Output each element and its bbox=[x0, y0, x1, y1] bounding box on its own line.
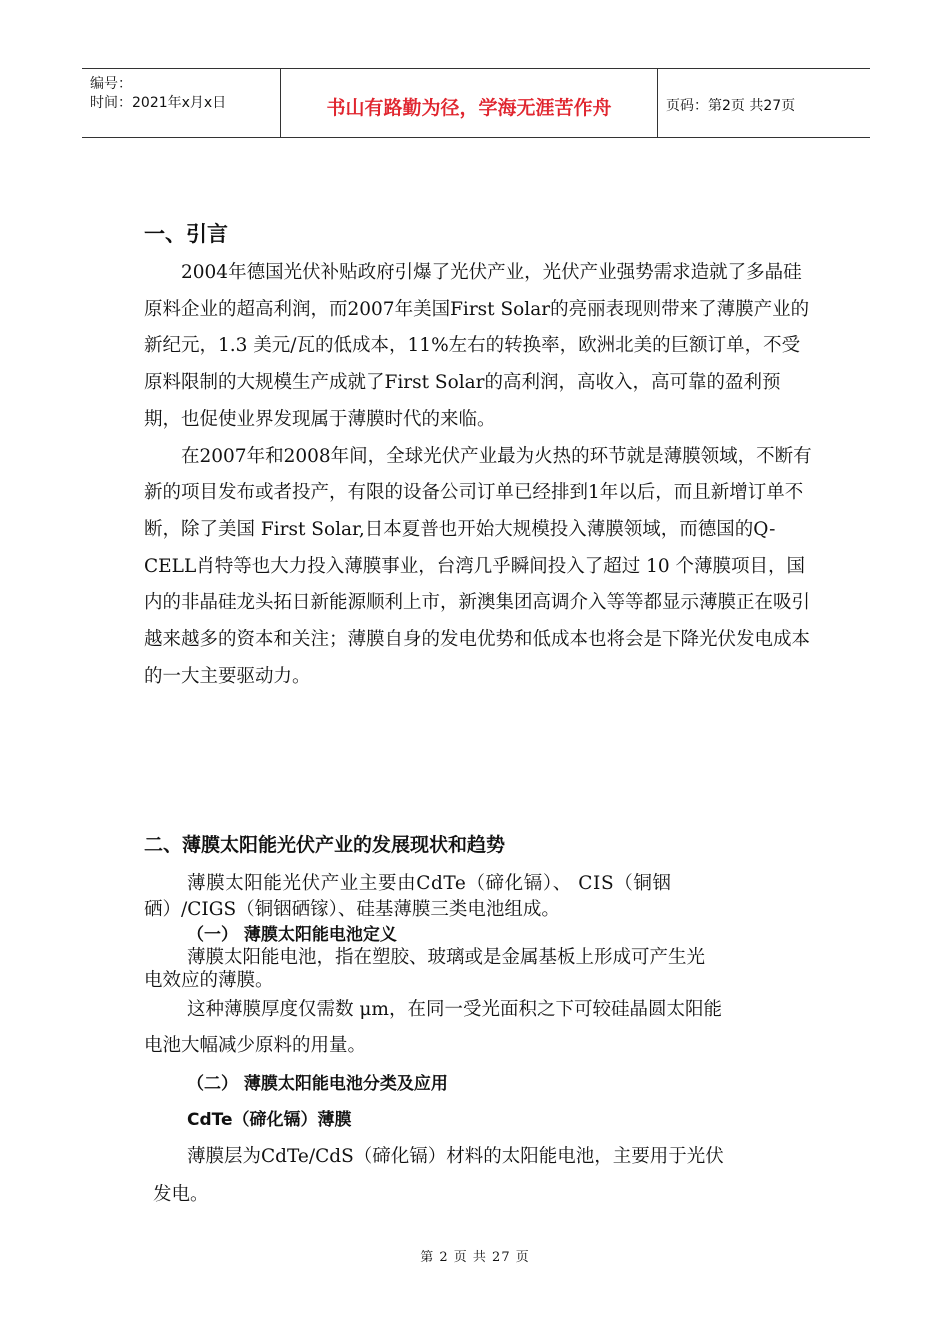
header-meta-cell bbox=[82, 69, 281, 137]
section2-intro-line-1: 薄膜太阳能光伏产业主要由CdTe（碲化镉）、 CIS（铜铟 bbox=[187, 873, 672, 894]
section-heading-introduction: 一、引言 bbox=[144, 222, 228, 246]
section-heading-thin-film-industry: 二、薄膜太阳能光伏产业的发展现状和趋势 bbox=[144, 834, 506, 856]
subheading-definition: （一） 薄膜太阳能电池定义 bbox=[187, 925, 397, 945]
page-footer: 第 2 页 共 27 页 bbox=[420, 1250, 530, 1265]
paragraph-introduction-2: 在2007年和2008年间，全球光伏产业最为火热的环节就是薄膜领域，不断有新的项目发布或者投产，有限的设备公司订单已经排到1年以后，而且新增订单不断，除了美国 First Solar,日本夏普也开始大规模投入薄膜领域，而德国的Q-CELL肖特等也大力投入薄膜事业，台湾几乎瞬间投入了超过 10 个薄膜项目，国内的非晶硅龙头拓日新能源顺利上市，新澳集团高调介入等等都显示薄膜正在吸引越来越多的资本和关注；薄膜自身的发电优势和低成本也将会是下降光伏发电成本的一大主要驱动力。 bbox=[144, 445, 812, 687]
document-header bbox=[82, 68, 870, 138]
header-motto: 书山有路勤为径，学海无涯苦作舟 bbox=[326, 97, 612, 119]
header-motto-cell bbox=[281, 69, 658, 137]
header-page-label: 页码：第2页 共27页 bbox=[666, 98, 796, 114]
subheading-cdte: CdTe（碲化镉）薄膜 bbox=[187, 1110, 352, 1130]
header-page-cell bbox=[658, 69, 870, 137]
definition-line-1: 薄膜太阳能电池，指在塑胶、玻璃或是金属基板上形成可产生光 bbox=[187, 947, 706, 968]
cdte-line-1: 薄膜层为CdTe/CdS（碲化镉）材料的太阳能电池，主要用于光伏 bbox=[187, 1146, 724, 1167]
subheading-classification: （二） 薄膜太阳能电池分类及应用 bbox=[187, 1074, 448, 1094]
document-number-label: 编号： bbox=[90, 76, 132, 92]
cdte-line-2: 发电。 bbox=[153, 1184, 209, 1205]
section2-intro-line-2: 硒）/CIGS（铜铟硒镓）、硅基薄膜三类电池组成。 bbox=[144, 899, 560, 920]
introduction-body bbox=[144, 255, 812, 695]
document-date-label: 时间：2021年x月x日 bbox=[90, 95, 227, 111]
paragraph-introduction-1: 2004年德国光伏补贴政府引爆了光伏产业，光伏产业强势需求造就了多晶硅原料企业的超高利润，而2007年美国First Solar的亮丽表现则带来了薄膜产业的新纪元，1.3 美元/瓦的低成本，11%左右的转换率，欧洲北美的巨额订单，不受原料限制的大规模生产成就了First Solar的高利润，高收入，高可靠的盈利预期，也促使业界发现属于薄膜时代的来临。 bbox=[144, 262, 810, 430]
thickness-line-1: 这种薄膜厚度仅需数 μm，在同一受光面积之下可较硅晶圆太阳能 bbox=[187, 999, 722, 1020]
definition-line-2: 电效应的薄膜。 bbox=[144, 970, 274, 991]
thickness-line-2: 电池大幅减少原料的用量。 bbox=[144, 1035, 367, 1056]
